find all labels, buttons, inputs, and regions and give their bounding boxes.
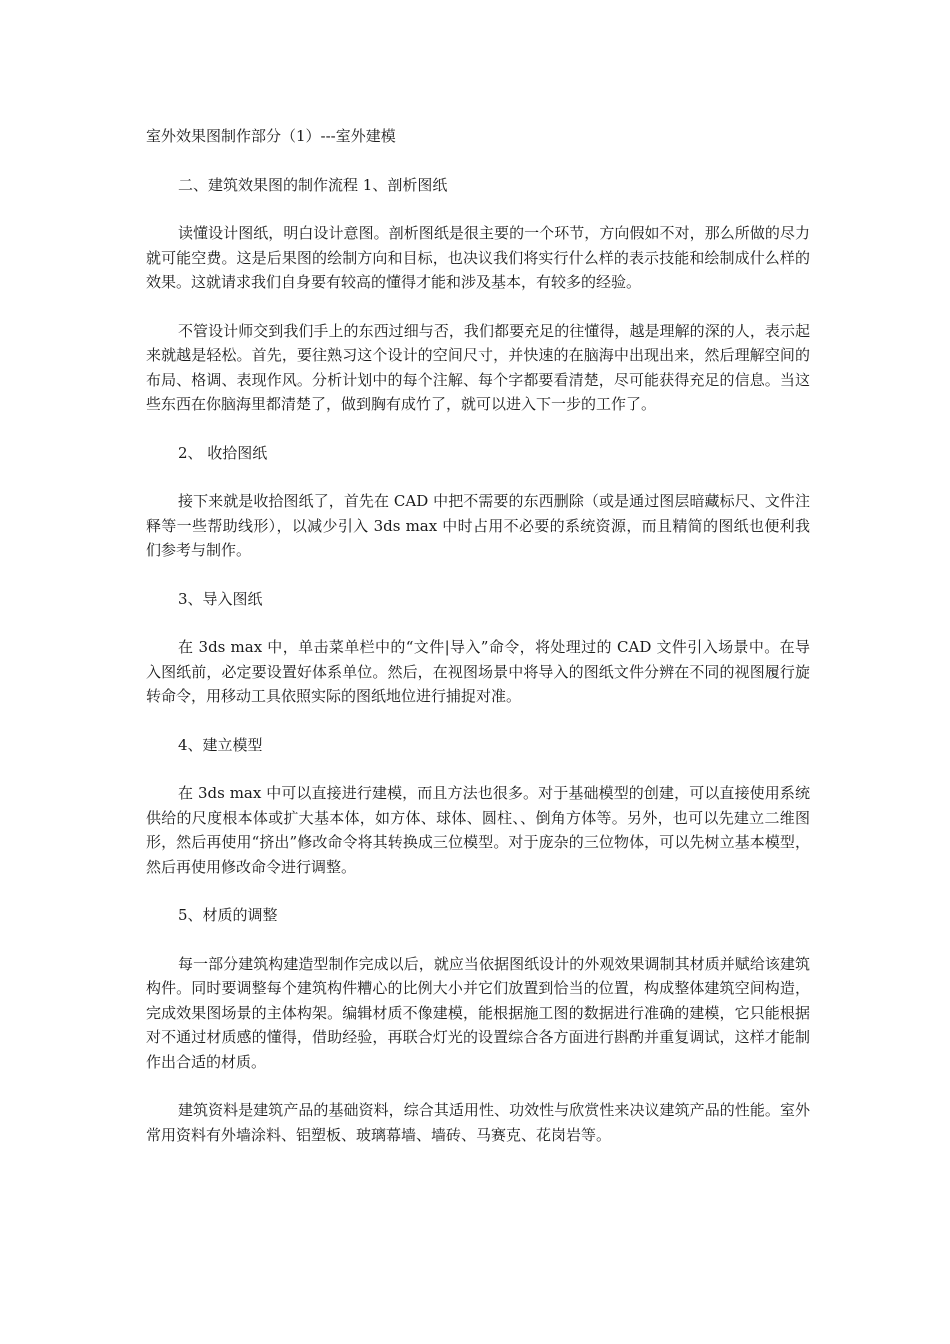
heading-build-model: 4、建立模型 [178, 735, 263, 754]
heading-organize-drawings: 2、 收拾图纸 [178, 443, 268, 462]
section-heading: 二、建筑效果图的制作流程 1、剖析图纸 [178, 175, 448, 194]
heading-material-adjust: 5、材质的调整 [178, 906, 278, 924]
heading-import-drawings: 3、导入图纸 [178, 589, 263, 608]
paragraph-analyze-drawings-2: 不管设计师交到我们手上的东西过细与否，我们都要充足的往懂得，越是理解的深的人，表示起来就越是轻松。首先，要往熟习这个设计的空间尺寸，并快速的在脑海中出现出来，然后理解空间的布局、格调、表现作风。分析计划中的每个注解、每个字都要看清楚，尽可能获得充足的信息。当这些东西在你脑海里都清楚了，做到胸有成竹了，就可以进入下一步的工作了。 [146, 321, 810, 413]
document-title: 室外效果图制作部分（1）---室外建模 [146, 127, 396, 145]
paragraph-analyze-drawings-1: 读懂设计图纸，明白设计意图。剖析图纸是很主要的一个环节，方向假如不对，那么所做的尽力就可能空费。这是后果图的绘制方向和目标，也决议我们将实行什么样的表示技能和绘制成什么样的效果。这就请求我们自身要有较高的懂得才能和涉及基本，有较多的经验。 [146, 224, 810, 291]
paragraph-building-materials: 建筑资料是建筑产品的基础资料，综合其适用性、功效性与欣赏性来决议建筑产品的性能。室外常用资料有外墙涂料、铝塑板、玻璃幕墙、墙砖、马赛克、花岗岩等。 [146, 1101, 810, 1144]
paragraph-material-adjust: 每一部分建筑构建造型制作完成以后，就应当依据图纸设计的外观效果调制其材质并赋给该建筑构件。同时要调整每个建筑构件糟心的比例大小并它们放置到恰当的位置，构成整体建筑空间构造，完成效果图场景的主体构架。编辑材质不像建模，能根据施工图的数据进行准确的建模，它只能根据对不通过材质感的懂得，借助经验，再联合灯光的设置综合各方面进行斟酌并重复调试，这样才能制作出合适的材质。 [146, 954, 810, 1071]
paragraph-organize-drawings: 接下来就是收拾图纸了，首先在 CAD 中把不需要的东西删除（或是通过图层暗藏标尺、文件注释等一些帮助线形），以减少引入 3ds max 中时占用不必要的系统资源，而且精简的图纸也便利我们参考与制作。 [146, 492, 810, 559]
paragraph-import-drawings: 在 3ds max 中，单击菜单栏中的“文件|导入”命令，将处理过的 CAD 文件引入场景中。在导入图纸前，必定要设置好体系单位。然后，在视图场景中将导入的图纸文件分辨在不同的视图履行旋转命令，用移动工具依照实际的图纸地位进行捕捉对准。 [146, 638, 810, 705]
paragraph-build-model: 在 3ds max 中可以直接进行建模，而且方法也很多。对于基础模型的创建，可以直接使用系统供给的尺度根本体或扩大基本体，如方体、球体、圆柱、、倒角方体等。另外，也可以先建立二维图形，然后再使用“挤出”修改命令将其转换成三位模型。对于庞杂的三位物体，可以先树立基本模型，然后再使用修改命令进行调整。 [146, 784, 810, 876]
document-body [146, 124, 810, 1171]
